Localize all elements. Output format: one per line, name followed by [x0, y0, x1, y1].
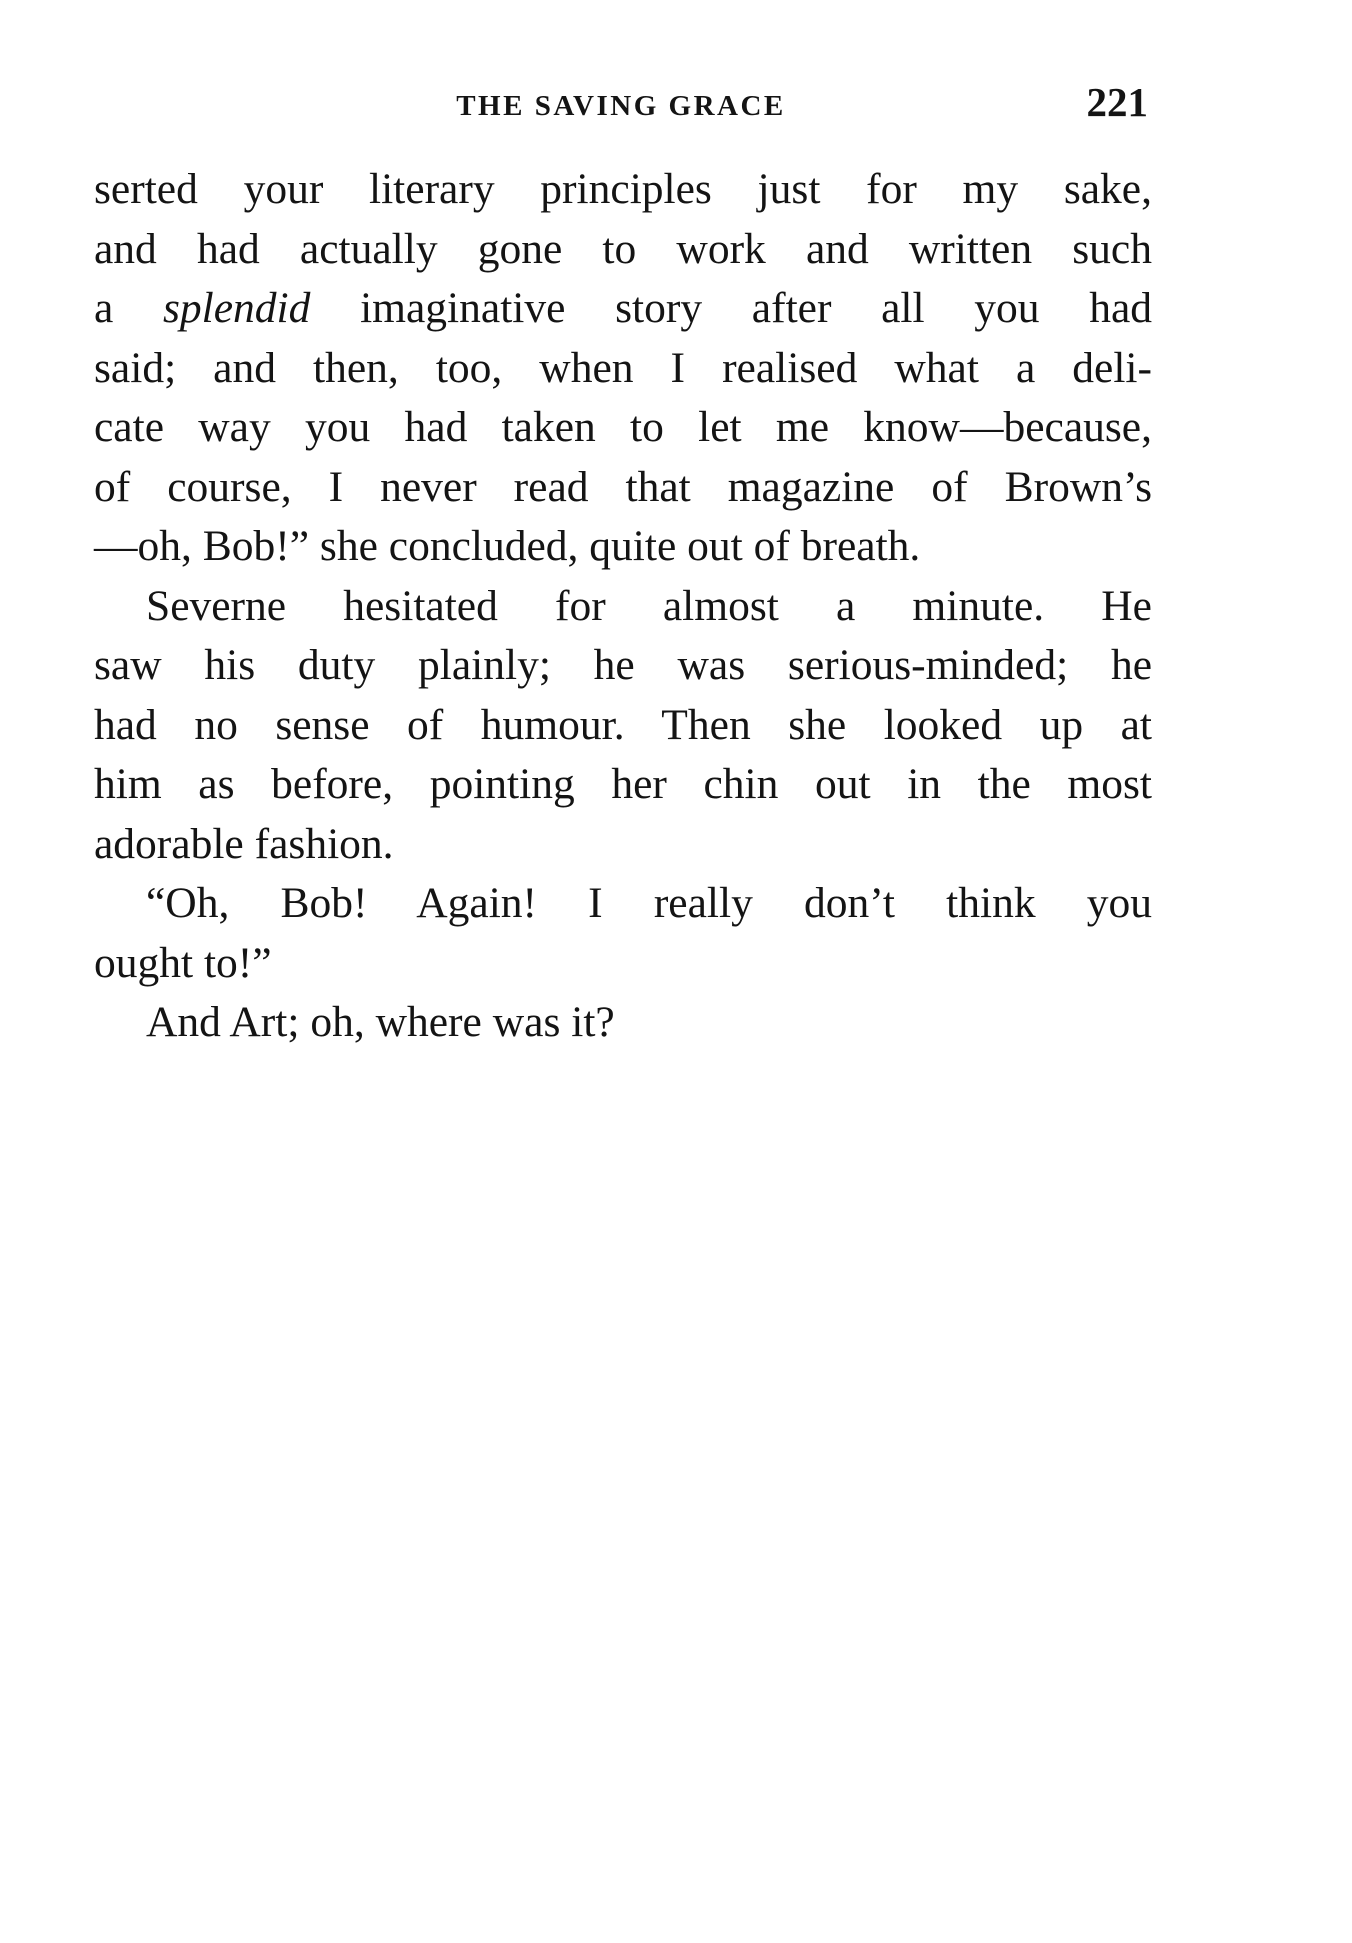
- text-line: [94, 279, 1152, 339]
- text-line: serted your literary principles just for my sake,: [94, 165, 1152, 213]
- text-line: saw his duty plainly; he was serious-minded; he: [94, 641, 1152, 689]
- text-line: “Oh, Bob! Again! I really don’t think you: [146, 879, 1152, 927]
- text-line: him as before, pointing her chin out in the most: [94, 760, 1152, 808]
- running-title: THE SAVING GRACE: [456, 90, 786, 122]
- text-line: —oh, Bob!” she concluded, quite out of breath.: [94, 522, 921, 570]
- text-line: and had actually gone to work and written such: [94, 224, 1152, 273]
- body-text: [94, 160, 1152, 1053]
- text-line: ought to!”: [94, 938, 272, 987]
- page-number: 221: [1086, 79, 1148, 125]
- text-fragment: a: [94, 284, 163, 332]
- text-fragment: imaginative story after all you had: [310, 284, 1152, 332]
- running-head: [94, 78, 1148, 128]
- text-line: Severne hesitated for almost a minute. He: [146, 581, 1152, 630]
- text-line: said; and then, too, when I realised what a deli-: [94, 343, 1152, 392]
- italic-word: splendid: [162, 284, 311, 332]
- text-line: cate way you had taken to let me know—because,: [94, 403, 1152, 451]
- text-line: had no sense of humour. Then she looked up at: [94, 700, 1152, 749]
- text-line: And Art; oh, where was it?: [146, 998, 615, 1046]
- text-line: of course, I never read that magazine of Brown’s: [94, 462, 1152, 511]
- text-line: adorable fashion.: [94, 819, 394, 868]
